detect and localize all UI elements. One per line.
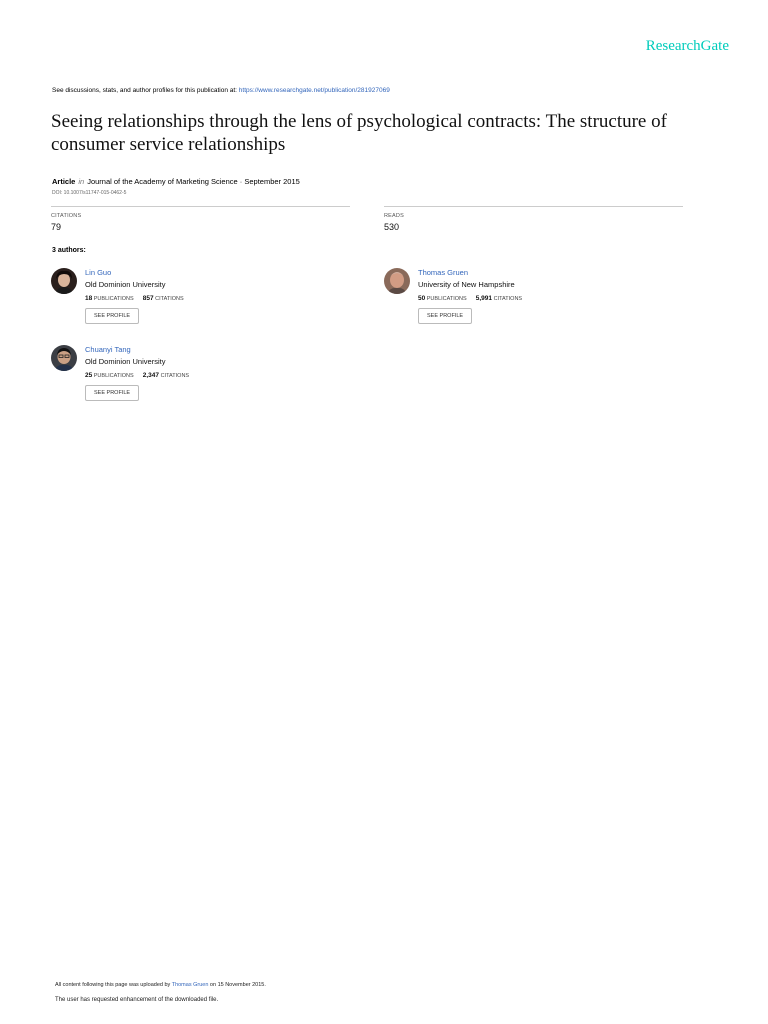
author-institution: Old Dominion University (85, 357, 166, 366)
upload-suffix: on 15 November 2015. (208, 982, 266, 988)
publications-label: PUBLICATIONS (93, 373, 134, 379)
author-stats (418, 295, 522, 302)
author-info (85, 345, 189, 401)
article-type: Article (52, 177, 76, 186)
citations-label: CITATIONS (160, 373, 190, 379)
publications-label: PUBLICATIONS (93, 296, 134, 302)
author-info (418, 268, 522, 324)
author-name-link[interactable]: Lin Guo (85, 268, 112, 277)
reads-label: READS (384, 213, 404, 219)
paper-title: Seeing relationships through the lens of psychological contracts: The structure of consumer service relationships (51, 111, 667, 155)
citations-stat (51, 206, 350, 232)
uploader-link[interactable]: Thomas Gruen (171, 982, 209, 988)
citations-count: 2,347 (142, 372, 160, 379)
publications-count: 25 (85, 372, 93, 379)
see-profile-button[interactable]: SEE PROFILE (85, 308, 139, 324)
publications-label: PUBLICATIONS (426, 296, 467, 302)
publications-count: 50 (418, 295, 426, 302)
author-institution: University of New Hampshire (418, 280, 515, 289)
author-card (384, 268, 684, 328)
citations-label: CITATIONS (51, 213, 82, 219)
avatar[interactable] (384, 268, 410, 294)
see-profile-button[interactable]: SEE PROFILE (418, 308, 472, 324)
citations-label: CITATIONS (493, 296, 523, 302)
publication-url-link[interactable]: https://www.researchgate.net/publication/281927069 (238, 87, 390, 94)
article-meta (52, 177, 300, 186)
citations-label: CITATIONS (155, 296, 184, 302)
journal-name: Journal of the Academy of Marketing Science · September 2015 (87, 177, 300, 186)
doi: DOI: 10.1007/s11747-015-0462-5 (52, 190, 127, 196)
meta-in: in (78, 177, 85, 186)
author-institution: Old Dominion University (85, 280, 166, 289)
authors-count: 3 authors: (52, 247, 86, 254)
author-info (85, 268, 184, 324)
citations-value: 79 (51, 222, 62, 232)
upload-note (55, 982, 266, 988)
avatar[interactable] (51, 345, 77, 371)
upload-prefix: All content following this page was uploaded by (55, 982, 172, 988)
author-name-link[interactable]: Chuanyi Tang (85, 345, 131, 354)
avatar[interactable] (51, 268, 77, 294)
publication-note-text: See discussions, stats, and author profiles for this publication at: (52, 87, 239, 94)
reads-value: 530 (384, 222, 400, 232)
author-card (51, 268, 351, 328)
author-card (51, 345, 351, 405)
author-stats (85, 372, 189, 379)
citations-count: 5,991 (475, 295, 493, 302)
publication-link-note (52, 87, 390, 94)
reads-stat (384, 206, 683, 232)
citations-count: 857 (142, 295, 154, 302)
publications-count: 18 (85, 295, 93, 302)
author-name-link[interactable]: Thomas Gruen (418, 268, 469, 277)
see-profile-button[interactable]: SEE PROFILE (85, 385, 139, 401)
author-stats (85, 295, 184, 302)
researchgate-logo[interactable]: ResearchGate (645, 38, 729, 54)
enhancement-note: The user has requested enhancement of the downloaded file. (55, 997, 219, 1003)
